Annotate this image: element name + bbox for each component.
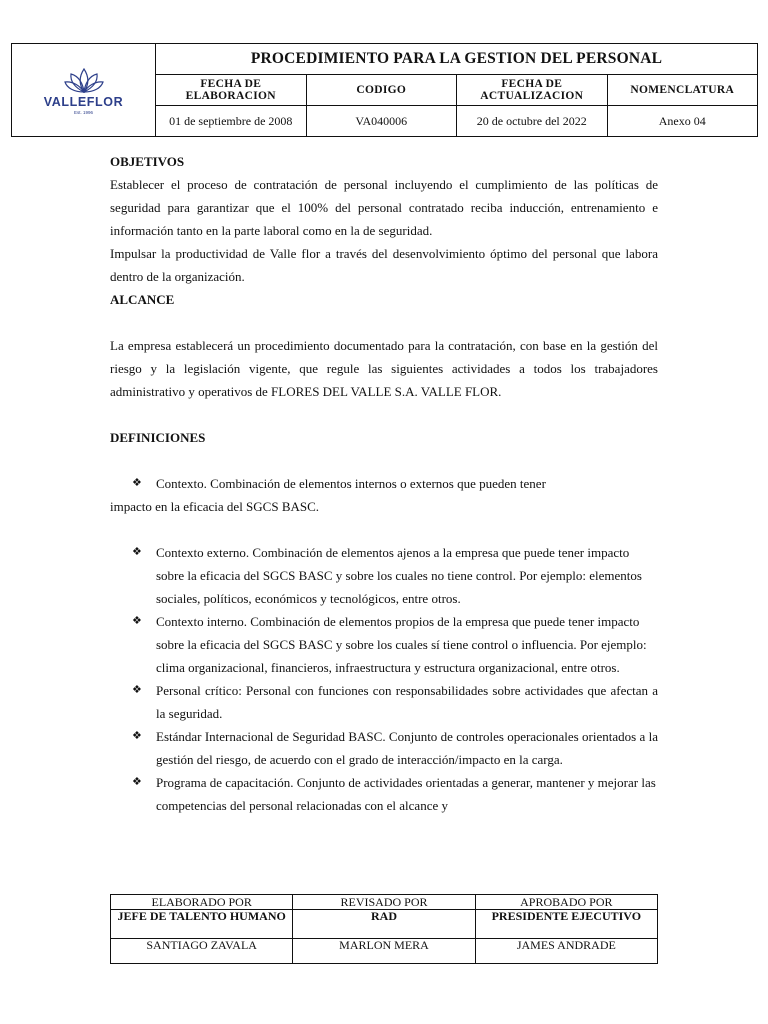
role-aprobado: PRESIDENTE EJECUTIVO (475, 910, 657, 939)
objetivos-heading: OBJETIVOS (110, 154, 185, 169)
definition-text: Contexto. Combinación de elementos internos o externos que pueden tener (156, 476, 546, 491)
definition-item (110, 679, 658, 725)
definition-item (110, 771, 658, 817)
bullet-diamond-icon: ❖ (132, 730, 142, 742)
bullet-diamond-icon: ❖ (132, 776, 142, 788)
name-revisado: MARLON MERA (293, 939, 475, 964)
definition-item (110, 541, 658, 610)
header-fecha-actualizacion: FECHA DE ACTUALIZACION (457, 75, 608, 106)
definition-text: Contexto externo. Combinación de elementos ajenos a la empresa que puede tener impacto sobre la eficacia del SGCS BASC y sobre los cuales no tiene control. Por ejemplo: elementos sociales, políticos, económicos y tecnológicos, entre otros. (156, 545, 642, 606)
definition-text: Personal crítico: Personal con funciones con responsabilidades sobre actividades que afectan a la seguridad. (156, 683, 658, 721)
bullet-diamond-icon: ❖ (132, 546, 142, 558)
value-nomenclatura: Anexo 04 (607, 106, 758, 137)
valleflor-logo (16, 66, 151, 115)
value-fecha-elaboracion: 01 de septiembre de 2008 (156, 106, 307, 137)
value-fecha-actualizacion: 20 de octubre del 2022 (457, 106, 608, 137)
name-aprobado: JAMES ANDRADE (475, 939, 657, 964)
bullet-diamond-icon: ❖ (132, 615, 142, 627)
header-codigo: CODIGO (306, 75, 457, 106)
definition-text: Estándar Internacional de Seguridad BASC. Conjunto de controles operacionales orientados a la gestión del riesgo, de acuerdo con el grado de interacción/impacto en la carga. (156, 729, 658, 767)
objetivos-paragraph-2: Impulsar la productividad de Valle flor a través del desenvolvimiento óptimo del personal que labora dentro de la organización. (110, 246, 658, 284)
definition-item (110, 610, 658, 679)
header-nomenclatura: NOMENCLATURA (607, 75, 758, 106)
logo-sub: Est. 1996 (73, 109, 93, 115)
header-fecha-elaboracion: FECHA DE ELABORACION (156, 75, 307, 106)
alcance-paragraph: La empresa establecerá un procedimiento documentado para la contratación, con base en la gestión del riesgo y la legislación vigente, que regule las siguientes actividades a todos los trabajadores administrativo y operativos de FLORES DEL VALLE S.A. VALLE FLOR. (110, 338, 658, 399)
definition-text: Contexto interno. Combinación de elementos propios de la empresa que puede tener impacto sobre la eficacia del SGCS BASC y sobre los cuales sí tiene control o influencia. Por ejemplo: clima organizacional, financieros, infraestructura y estructura organizacional, entre otros. (156, 614, 647, 675)
definition-continuation: impacto en la eficacia del SGCS BASC. (110, 499, 320, 514)
name-elaborado: SANTIAGO ZAVALA (111, 939, 293, 964)
document-title: PROCEDIMIENTO PARA LA GESTION DEL PERSONAL (156, 44, 758, 75)
value-codigo: VA040006 (306, 106, 457, 137)
definition-item (110, 725, 658, 771)
label-revisado: REVISADO POR (293, 895, 475, 910)
role-revisado: RAD (293, 910, 475, 939)
bullet-diamond-icon: ❖ (132, 684, 142, 696)
objetivos-paragraph-1: Establecer el proceso de contratación de personal incluyendo el cumplimiento de las políticas de seguridad para garantizar que el 100% del personal contratado reciba inducción, entrenamiento e información tanto en la parte laboral como en la de seguridad. (110, 177, 658, 238)
logo-name: VALLEFLOR (43, 94, 124, 109)
document-body (110, 150, 658, 817)
definiciones-heading: DEFINICIONES (110, 430, 206, 445)
flower-icon (64, 66, 104, 94)
alcance-heading: ALCANCE (110, 292, 175, 307)
signature-table (110, 894, 658, 964)
logo-cell (12, 44, 156, 137)
bullet-diamond-icon: ❖ (132, 477, 142, 489)
label-aprobado: APROBADO POR (475, 895, 657, 910)
definition-item-contexto (110, 472, 658, 495)
role-elaborado: JEFE DE TALENTO HUMANO (111, 910, 293, 939)
document-header-table (11, 43, 758, 137)
label-elaborado: ELABORADO POR (111, 895, 293, 910)
definition-text: Programa de capacitación. Conjunto de actividades orientadas a generar, mantener y mejorar las competencias del personal relacionadas con el alcance y (156, 775, 656, 813)
